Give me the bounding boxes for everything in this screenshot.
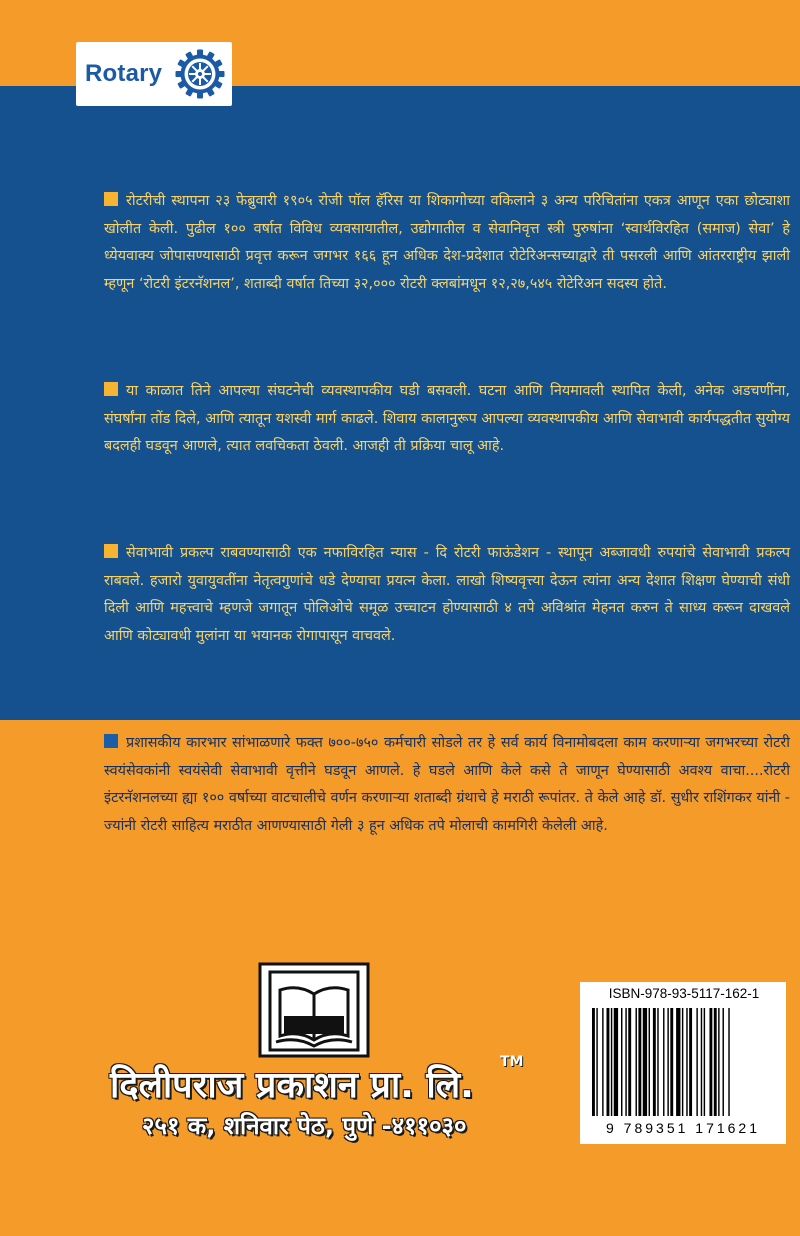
- paragraph-foundation: [104, 540, 790, 650]
- barcode-bar: [689, 1008, 692, 1116]
- barcode-bar: [602, 1008, 603, 1116]
- barcode-bar: [638, 1008, 641, 1116]
- publisher-name: दिलीपराज प्रकाशन प्रा. लि.: [110, 1065, 474, 1106]
- paragraph-foundation-text: सेवाभावी प्रकल्प राबवण्यासाठी एक नफाविरहित न्यास - दि रोटरी फाऊंडेशन - स्थापून अब्जावधी रुपयांचे सेवाभावी प्रकल्प राबवले. हजारो युवायुवतींना नेतृत्वगुणांचे धडे देण्याचा प्रयत्न केला. लाखो शिष्यवृत्त्या देऊन त्यांना अन्य देशात शिक्षण घेण्याची संधी दिली आणि महत्त्वाचे म्हणजे जगातून पोलिओचे समूळ उच्चाटन होण्यासाठी ४ तपे अविश्रांत मेहनत करुन ते साध्य करून दाखवले आणि कोट्यावधी मुलांना या भयानक रोगापासून वाचवले.: [104, 545, 790, 644]
- barcode-bar: [709, 1008, 712, 1116]
- rotary-wheel-icon: [175, 49, 225, 99]
- trademark-mark: TM: [500, 1054, 524, 1070]
- barcode-bar: [704, 1008, 705, 1116]
- barcode-bar: [663, 1008, 664, 1116]
- barcode-bar: [682, 1008, 683, 1116]
- paragraph-history: [104, 188, 790, 298]
- barcode-bar: [625, 1008, 626, 1116]
- barcode-bar: [607, 1008, 610, 1116]
- barcode-bar: [723, 1008, 724, 1116]
- barcode-bar: [728, 1008, 729, 1116]
- barcode-bars: [590, 1008, 776, 1116]
- barcode-bar: [670, 1008, 673, 1116]
- barcode-bar: [696, 1008, 697, 1116]
- barcode-bar: [614, 1008, 618, 1116]
- bullet-square-icon: [104, 382, 118, 396]
- paragraph-volunteers-text: प्रशासकीय कारभार सांभाळणारे फक्त ७००-७५० कर्मचारी सोडले तर हे सर्व कार्य विनामोबदला काम करणाऱ्या जगभरच्या रोटरी स्वयंसेवकांनी स्वयंसेवी सेवाभावी वृत्तीने घडवून आणले. हे घडले आणि केले कसे ते जाणून घेण्यासाठी अवश्य वाचा....रोटरी इंटरनॅशनलच्या ह्या १०० वर्षाच्या वाटचालीचे वर्णन करणाऱ्या शताब्दी ग्रंथाचे हे मराठी रूपांतर. ते केले आहे डॉ. सुधीर राशिंगकर यांनी - ज्यांनी रोटरी साहित्य मराठीत आणण्यासाठी गेली ३ हून अधिक तपे मोलाची कामगिरी केलेली आहे.: [104, 735, 790, 834]
- barcode-bar: [636, 1008, 637, 1116]
- barcode-bar: [611, 1008, 612, 1116]
- open-book-icon: [258, 962, 370, 1058]
- barcode-bar: [718, 1008, 719, 1116]
- barcode-digits: 9 789351 171621: [606, 1120, 760, 1136]
- paragraph-organization-text: या काळात तिने आपल्या संघटनेची व्यवस्थापकीय घडी बसवली. घटना आणि नियमावली स्थापित केली, अनेक अडचणींना, संघर्षांना तोंड दिले, आणि त्यातून यशस्वी मार्ग काढले. शिवाय कालानुरूप आपल्या व्यवस्थापकीय आणि सेवाभावी कार्यपद्धतीत सुयोग्य बदलही घडवून आणले, त्यात लवचिकता ठेवली. आजही ती प्रक्रिया चालू आहे.: [104, 383, 790, 455]
- paragraph-volunteers: [104, 730, 790, 840]
- barcode-bar: [686, 1008, 687, 1116]
- isbn-text: ISBN-978-93-5117-162-1: [608, 986, 760, 1001]
- barcode-bar: [701, 1008, 702, 1116]
- bullet-square-icon: [104, 192, 118, 206]
- barcode-bar: [653, 1008, 656, 1116]
- bullet-square-icon: [104, 544, 118, 558]
- barcode-bar: [657, 1008, 658, 1116]
- barcode-bar: [667, 1008, 668, 1116]
- paragraph-organization: [104, 378, 790, 461]
- barcode-bar: [643, 1008, 647, 1116]
- barcode-bar: [596, 1008, 597, 1116]
- barcode-label: [580, 982, 786, 1144]
- rotary-logo-text: Rotary: [85, 60, 163, 87]
- barcode-bar: [649, 1008, 650, 1116]
- barcode-bar: [621, 1008, 622, 1116]
- publisher-address: २५१ क, शनिवार पेठ, पुणे -४११०३०: [142, 1112, 467, 1140]
- paragraph-history-text: रोटरीची स्थापना २३ फेब्रुवारी १९०५ रोजी पॉल हॅरिस या शिकागोच्या वकिलाने ३ अन्य परिचितांना एकत्र आणून एका छोट्याशा खोलीत केली. पुढील १०० वर्षात विविध व्यवसायातील, उद्योगातील व सेवानिवृत्त स्त्री पुरुषांना ‘स्वार्थविरहित (समाज) सेवा’ हे ध्येयवाक्य जोपासण्यासाठी प्रवृत्त करून जगभर १६६ हून अधिक देश-प्रदेशात रोटेरिअन्सच्याद्वारे ती पसरली आणि आंतरराष्ट्रीय झाली म्हणून ‘रोटरी इंटरनॅशनल’, शताब्दी वर्षात तिच्या ३२,००० रोटरी क्लबांमधून १२,२७,५४५ रोटेरिअन सदस्य होते.: [104, 193, 790, 292]
- barcode-bar: [592, 1008, 595, 1116]
- rotary-logo: [76, 42, 232, 106]
- barcode-bar: [676, 1008, 680, 1116]
- barcode-bar: [714, 1008, 717, 1116]
- bullet-square-icon: [104, 734, 118, 748]
- barcode-bar: [628, 1008, 631, 1116]
